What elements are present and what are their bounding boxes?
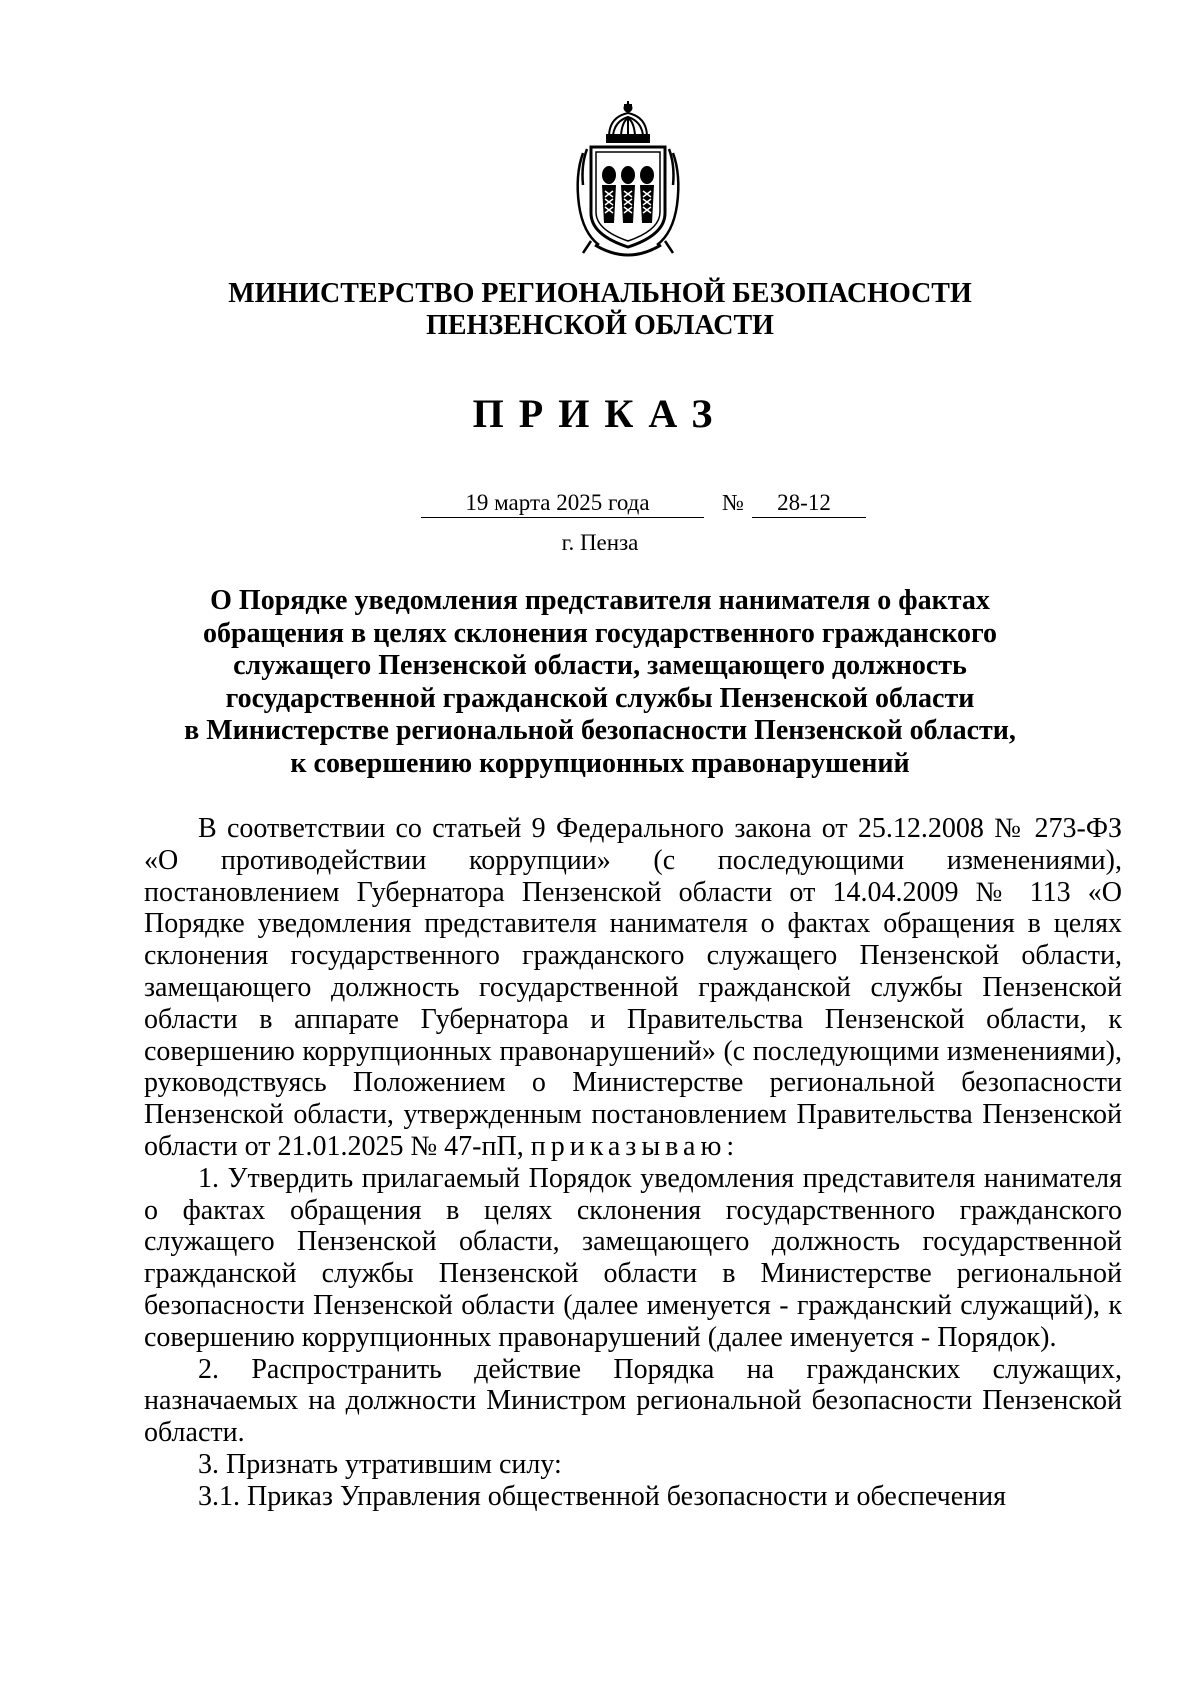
order-number-sign: № — [722, 490, 744, 515]
city-name: г. Пенза — [561, 530, 639, 555]
item-3-paragraph: 3. Признать утратившим силу: — [198, 1448, 562, 1480]
order-body — [144, 813, 1122, 1513]
order-date: 19 марта 2025 года — [421, 488, 704, 518]
order-number: 28-12 — [752, 488, 866, 518]
organization-name — [0, 278, 1200, 342]
item-2-paragraph: 2. Распространить действие Порядка на гражданских служащих, назначаемых на должности Министром региональной безопасности Пензенской области. — [144, 1353, 1122, 1449]
order-word: приказываю: — [530, 1130, 740, 1162]
subject-line: служащего Пензенской области, замещающего должность — [233, 650, 967, 681]
item-3-1-paragraph: 3.1. Приказ Управления общественной безопасности и обеспечения — [198, 1480, 1006, 1512]
subject-line: в Министерстве региональной безопасности Пензенской области, — [184, 715, 1016, 746]
subject-line: государственной гражданской службы Пензенской области — [225, 682, 975, 714]
subject-line: О Порядке уведомления представителя нанимателя о фактах — [210, 585, 990, 616]
coat-of-arms-emblem — [569, 95, 687, 257]
subject-line: обращения в целях склонения государственного гражданского — [203, 617, 997, 649]
order-subject — [180, 585, 1020, 780]
organization-name-line-1: МИНИСТЕРСТВО РЕГИОНАЛЬНОЙ БЕЗОПАСНОСТИ — [228, 278, 972, 309]
organization-name-line-2: ПЕНЗЕНСКОЙ ОБЛАСТИ — [426, 310, 774, 341]
preamble-text: В соответствии со статьей 9 Федерального закона от 25.12.2008 № 273-ФЗ «О противодействии коррупции» (с последующими изменениями), постановлением Губернатора Пензенской области от 14.04.2009 № 113 «О Порядке уведомления представителя нанимателя о фактах обращения в целях склонения государственного гражданского служащего Пензенской области, замещающего должность государственной гражданской службы Пензенской области в аппарате Губернатора и Правительства Пензенской области, к совершению коррупционных правонарушений» (с последующими изменениями), руководствуясь Положением о Министерстве региональной безопасности Пензенской области, утвержденным постановлением Правительства Пензенской области от 21.01.2025 № 47-пП, — [144, 813, 1122, 1162]
document-type-title: ПРИКАЗ — [472, 391, 728, 436]
subject-line: к совершению коррупционных правонарушений — [290, 747, 910, 779]
item-1-paragraph: 1. Утвердить прилагаемый Порядок уведомления представителя нанимателя о фактах обращения в целях склонения государственного гражданского служащего Пензенской области, замещающего должность государственной гражданской службы Пензенской области в Министерстве региональной безопасности Пензенской области (далее именуется - гражданский служащий), к совершению коррупционных правонарушений (далее именуется - Порядок). — [144, 1162, 1122, 1353]
preamble-paragraph — [144, 813, 1122, 1163]
